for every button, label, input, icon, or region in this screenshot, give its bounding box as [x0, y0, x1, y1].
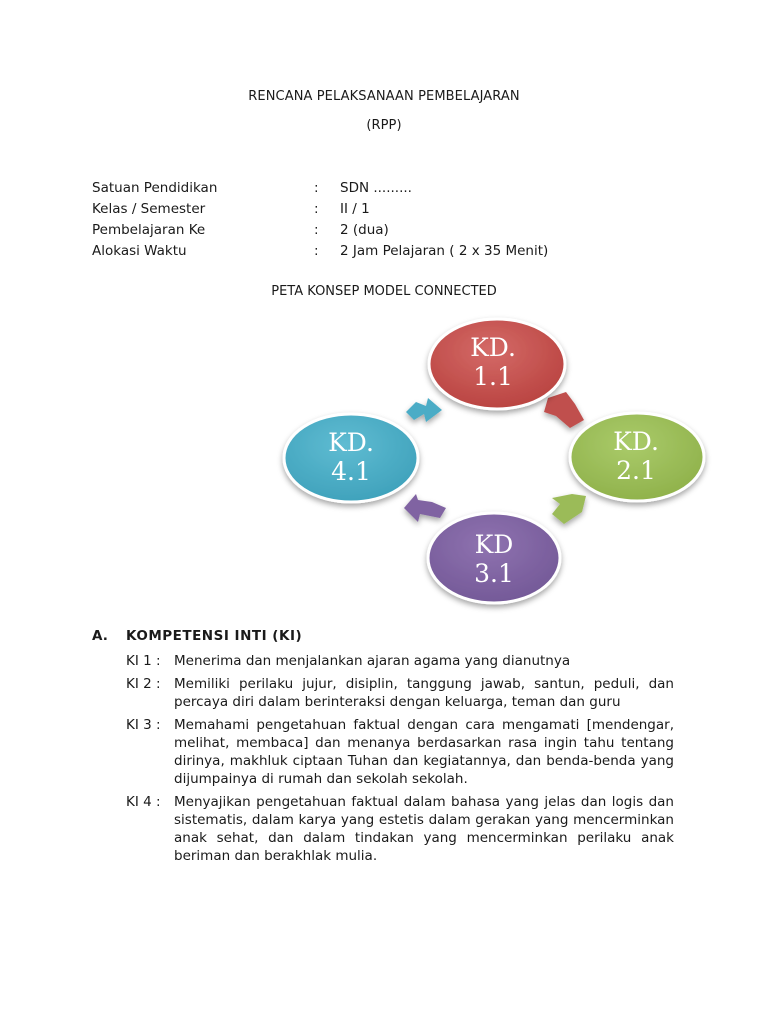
- ki-text: Menyajikan pengetahuan faktual dalam bahasa yang jelas dan logis dan sistematis, dalam karya yang estetis dalam gerakan yang mencerminkan anak sehat, dan dalam tindakan yang mencerminkan perilaku anak beriman dan berakhlak mulia.: [174, 794, 674, 864]
- info-value: SDN .........: [340, 179, 412, 196]
- node-label-line2: 2.1: [616, 456, 656, 485]
- info-colon: :: [314, 179, 319, 196]
- info-label: Kelas / Semester: [92, 200, 206, 217]
- info-colon: :: [314, 200, 319, 217]
- document-subtitle: (RPP): [366, 118, 402, 133]
- node-label-line2: 4.1: [331, 457, 371, 486]
- concept-map-title: PETA KONSEP MODEL CONNECTED: [271, 284, 497, 299]
- arrow-4-to-1-icon: [406, 398, 442, 422]
- info-value: II / 1: [340, 200, 370, 217]
- info-value: 2 (dua): [340, 221, 389, 238]
- concept-node-kd-2-1: [570, 413, 704, 501]
- ki-item: [126, 652, 674, 670]
- ki-item: [126, 793, 674, 865]
- concept-node-kd-1-1: [429, 319, 565, 409]
- node-label-line1: KD.: [328, 428, 374, 457]
- ki-text: Memahami pengetahuan faktual dengan cara mengamati [mendengar, melihat, membaca] dan menanya berdasarkan rasa ingin tahu tentang dirinya, makhluk ciptaan Tuhan dan kegiatannya, dan benda-benda yang dijumpainya di rumah dan sekolah sekolah.: [174, 717, 674, 787]
- node-label-line1: KD: [474, 530, 514, 559]
- ki-label: KI 2 :: [126, 676, 161, 692]
- document-title: RENCANA PELAKSANAAN PEMBELAJARAN: [248, 89, 520, 104]
- section-title: KOMPETENSI INTI (KI): [126, 628, 303, 644]
- arrow-1-to-2-icon: [544, 392, 584, 428]
- section-a-heading: [92, 628, 302, 644]
- ki-text: Menerima dan menjalankan ajaran agama yang dianutnya: [174, 653, 571, 669]
- node-label-line1: KD.: [613, 427, 659, 456]
- section-letter: A.: [92, 628, 108, 644]
- info-value: 2 Jam Pelajaran ( 2 x 35 Menit): [340, 242, 549, 259]
- ki-label: KI 3 :: [126, 717, 161, 733]
- info-label: Alokasi Waktu: [92, 242, 187, 259]
- ki-text: Memiliki perilaku jujur, disiplin, tanggung jawab, santun, peduli, dan percaya diri dalam berinteraksi dengan keluarga, teman dan guru: [174, 676, 674, 710]
- arrow-2-to-3-icon: [552, 494, 586, 524]
- ki-item: [126, 675, 674, 711]
- ki-item: [126, 716, 674, 788]
- concept-node-kd-3-1: [428, 513, 560, 603]
- info-label: Satuan Pendidikan: [92, 179, 218, 196]
- info-colon: :: [314, 242, 319, 259]
- ki-list: [126, 652, 674, 870]
- ki-label: KI 1 :: [126, 653, 161, 669]
- info-label: Pembelajaran Ke: [92, 221, 206, 238]
- node-label-line1: KD.: [470, 333, 516, 362]
- info-colon: :: [314, 221, 319, 238]
- node-label-line2: 1.1: [473, 362, 513, 391]
- node-label-line2: 3.1: [474, 559, 514, 588]
- arrow-3-to-4-icon: [404, 494, 446, 522]
- ki-label: KI 4 :: [126, 794, 161, 810]
- concept-node-kd-4-1: [284, 414, 418, 502]
